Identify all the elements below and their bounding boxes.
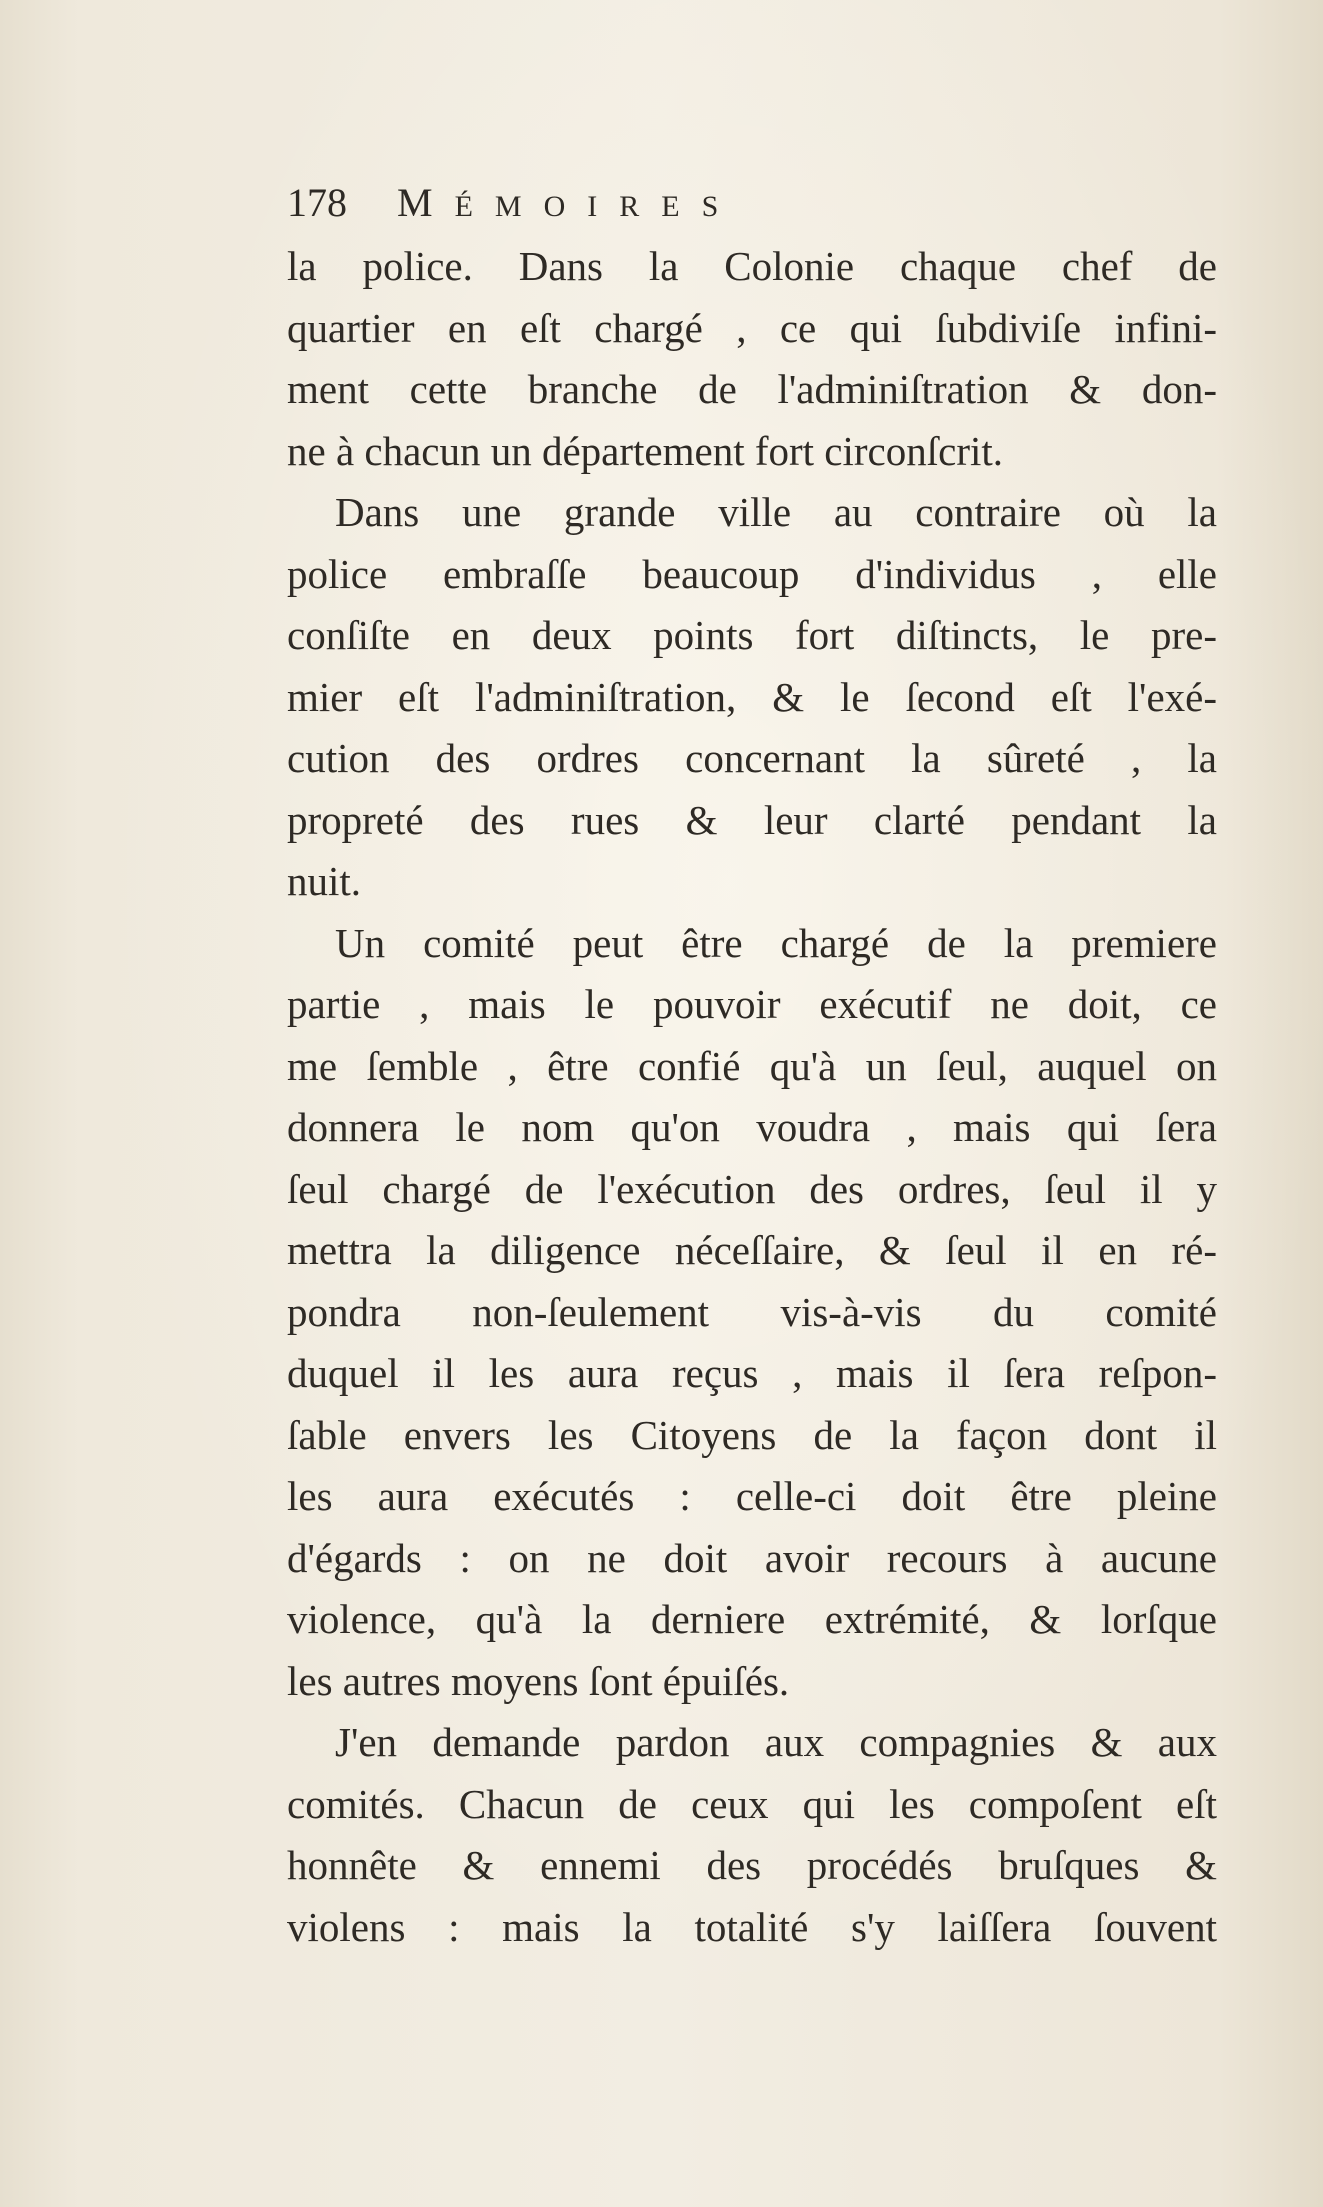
text-line: violens : mais la totalité s'y laiſſera ſouvent <box>287 1903 1217 1950</box>
text-line: violence, qu'à la derniere extrémité, & lorſque <box>287 1596 1217 1642</box>
text-line: la police. Dans la Colonie chaque chef de <box>287 243 1217 289</box>
text-line: d'égards : on ne doit avoir recours à aucune <box>287 1534 1217 1581</box>
text-line: police embraſſe beaucoup d'individus , elle <box>287 550 1217 597</box>
text-line: donnera le nom qu'on voudra , mais qui ſera <box>287 1104 1217 1150</box>
text-line: ſable envers les Citoyens de la façon dont il <box>287 1411 1217 1458</box>
text-line: les autres moyens ſont épuiſés. <box>287 1657 790 1704</box>
running-title <box>397 170 740 240</box>
text-line: honnête & ennemi des procédés bruſques & <box>287 1842 1217 1888</box>
text-line: Dans une grande ville au contraire où la <box>335 489 1217 535</box>
text-line: quartier en eſt chargé , ce qui ſubdiviſe infini- <box>287 304 1217 351</box>
paragraph <box>287 913 1217 1713</box>
page-number: 178 <box>287 180 347 225</box>
text-line: ſeul chargé de l'exécution des ordres, ſeul il y <box>287 1165 1217 1212</box>
running-head <box>287 170 1217 236</box>
text-line: propreté des rues & leur clarté pendant la <box>287 796 1217 843</box>
text-line: les aura exécutés : celle-ci doit être pleine <box>287 1473 1217 1519</box>
text-line: nuit. <box>287 858 362 904</box>
text-line: Un comité peut être chargé de la premiere <box>335 919 1217 966</box>
text-line: pondra non-ſeulement vis-à-vis du comité <box>287 1288 1217 1335</box>
paragraph <box>287 236 1217 482</box>
text-line: mettra la diligence néceſſaire, & ſeul il en ré- <box>287 1227 1217 1273</box>
text-block <box>287 170 1217 1958</box>
text-line: cution des ordres concernant la sûreté , la <box>287 735 1217 781</box>
paragraph <box>287 1712 1217 1958</box>
running-title-initial: M <box>397 180 455 225</box>
paragraph <box>287 482 1217 913</box>
running-title-rest: ÉMOIRES <box>454 190 741 223</box>
text-line: duquel il les aura reçus , mais il ſera reſpon- <box>287 1350 1217 1396</box>
text-line: conſiſte en deux points fort diſtincts, le pre- <box>287 612 1217 658</box>
text-line: ment cette branche de l'adminiſtration & don- <box>287 366 1217 412</box>
text-line: mier eſt l'adminiſtration, & le ſecond eſt l'exé- <box>287 673 1217 720</box>
text-line: me ſemble , être confié qu'à un ſeul, auquel on <box>287 1042 1217 1089</box>
text-line: ne à chacun un département fort circonſcrit. <box>287 427 1004 474</box>
text-line: comités. Chacun de ceux qui les compoſent eſt <box>287 1780 1217 1827</box>
text-line: J'en demande pardon aux compagnies & aux <box>335 1719 1217 1765</box>
text-line: partie , mais le pouvoir exécutif ne doit, ce <box>287 981 1217 1027</box>
